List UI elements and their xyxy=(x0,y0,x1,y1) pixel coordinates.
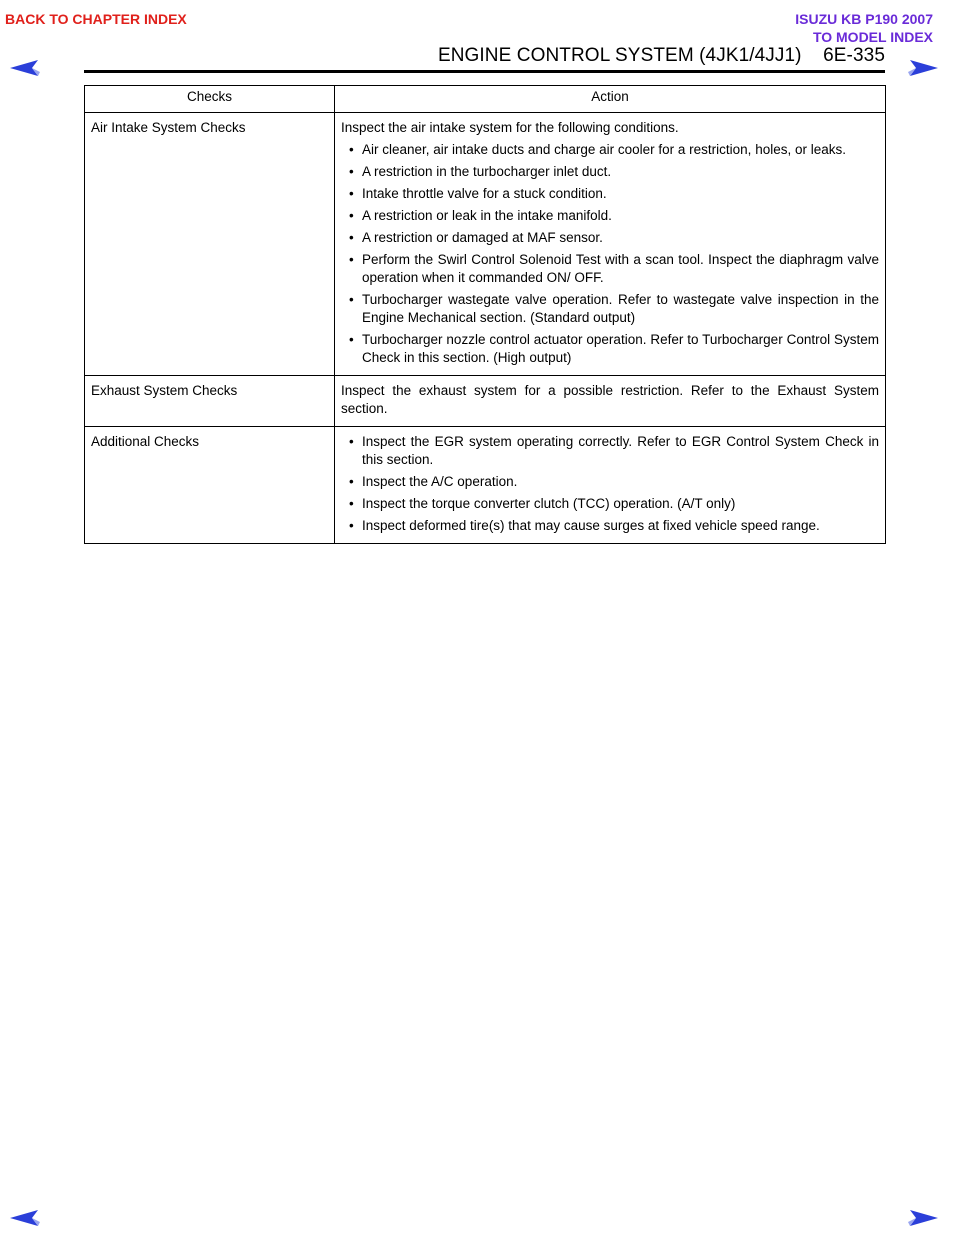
action-intro-text: Inspect the exhaust system for a possible restriction. Refer to the Exhaust System section. xyxy=(341,383,879,416)
list-item: • Turbocharger nozzle control actuator operation. Refer to Turbocharger Control System Check in this section. (High output) xyxy=(341,331,879,367)
list-item: • Inspect the EGR system operating correctly. Refer to EGR Control System Check in this section. xyxy=(341,433,879,469)
list-item: • Inspect the A/C operation. xyxy=(341,473,879,491)
check-cell-air-intake: Air Intake System Checks xyxy=(85,113,335,376)
bullet-list xyxy=(341,433,879,535)
list-item: • Intake throttle valve for a stuck condition. xyxy=(341,185,879,203)
check-cell-additional: Additional Checks xyxy=(85,427,335,544)
action-cell-additional xyxy=(335,427,886,544)
action-cell-exhaust xyxy=(335,376,886,427)
back-to-chapter-index-link[interactable]: BACK TO CHAPTER INDEX xyxy=(5,11,187,27)
table-header-row xyxy=(85,86,886,113)
bullet-list xyxy=(341,141,879,367)
action-intro-text: Inspect the air intake system for the following conditions. xyxy=(341,120,679,135)
list-item: • Turbocharger wastegate valve operation. Refer to wastegate valve inspection in the Engine Mechanical section. (Standard output) xyxy=(341,291,879,327)
list-item: • A restriction in the turbocharger inlet duct. xyxy=(341,163,879,181)
action-cell-air-intake xyxy=(335,113,886,376)
table-row xyxy=(85,427,886,544)
checks-action-table xyxy=(84,85,886,544)
list-item: • Inspect the torque converter clutch (TCC) operation. (A/T only) xyxy=(341,495,879,513)
check-cell-exhaust: Exhaust System Checks xyxy=(85,376,335,427)
list-item: • Air cleaner, air intake ducts and charge air cooler for a restriction, holes, or leaks. xyxy=(341,141,879,159)
table-row xyxy=(85,113,886,376)
header-rule xyxy=(84,70,885,73)
column-header-action: Action xyxy=(335,86,886,113)
list-item: • Inspect deformed tire(s) that may cause surges at fixed vehicle speed range. xyxy=(341,517,879,535)
previous-page-arrow-icon[interactable] xyxy=(8,58,42,78)
list-item: • A restriction or damaged at MAF sensor. xyxy=(341,229,879,247)
to-model-index-link[interactable]: TO MODEL INDEX xyxy=(812,29,933,45)
list-item: • A restriction or leak in the intake manifold. xyxy=(341,207,879,225)
model-title-link[interactable]: ISUZU KB P190 2007 xyxy=(795,11,933,27)
column-header-checks: Checks xyxy=(85,86,335,113)
page-header-title: ENGINE CONTROL SYSTEM (4JK1/4JJ1) 6E-335 xyxy=(437,45,885,66)
previous-page-arrow-icon[interactable] xyxy=(8,1208,42,1228)
next-page-arrow-icon[interactable] xyxy=(906,58,940,78)
next-page-arrow-icon[interactable] xyxy=(906,1208,940,1228)
table-row xyxy=(85,376,886,427)
list-item: • Perform the Swirl Control Solenoid Test with a scan tool. Inspect the diaphragm valve operation when it commanded ON/ OFF. xyxy=(341,251,879,287)
